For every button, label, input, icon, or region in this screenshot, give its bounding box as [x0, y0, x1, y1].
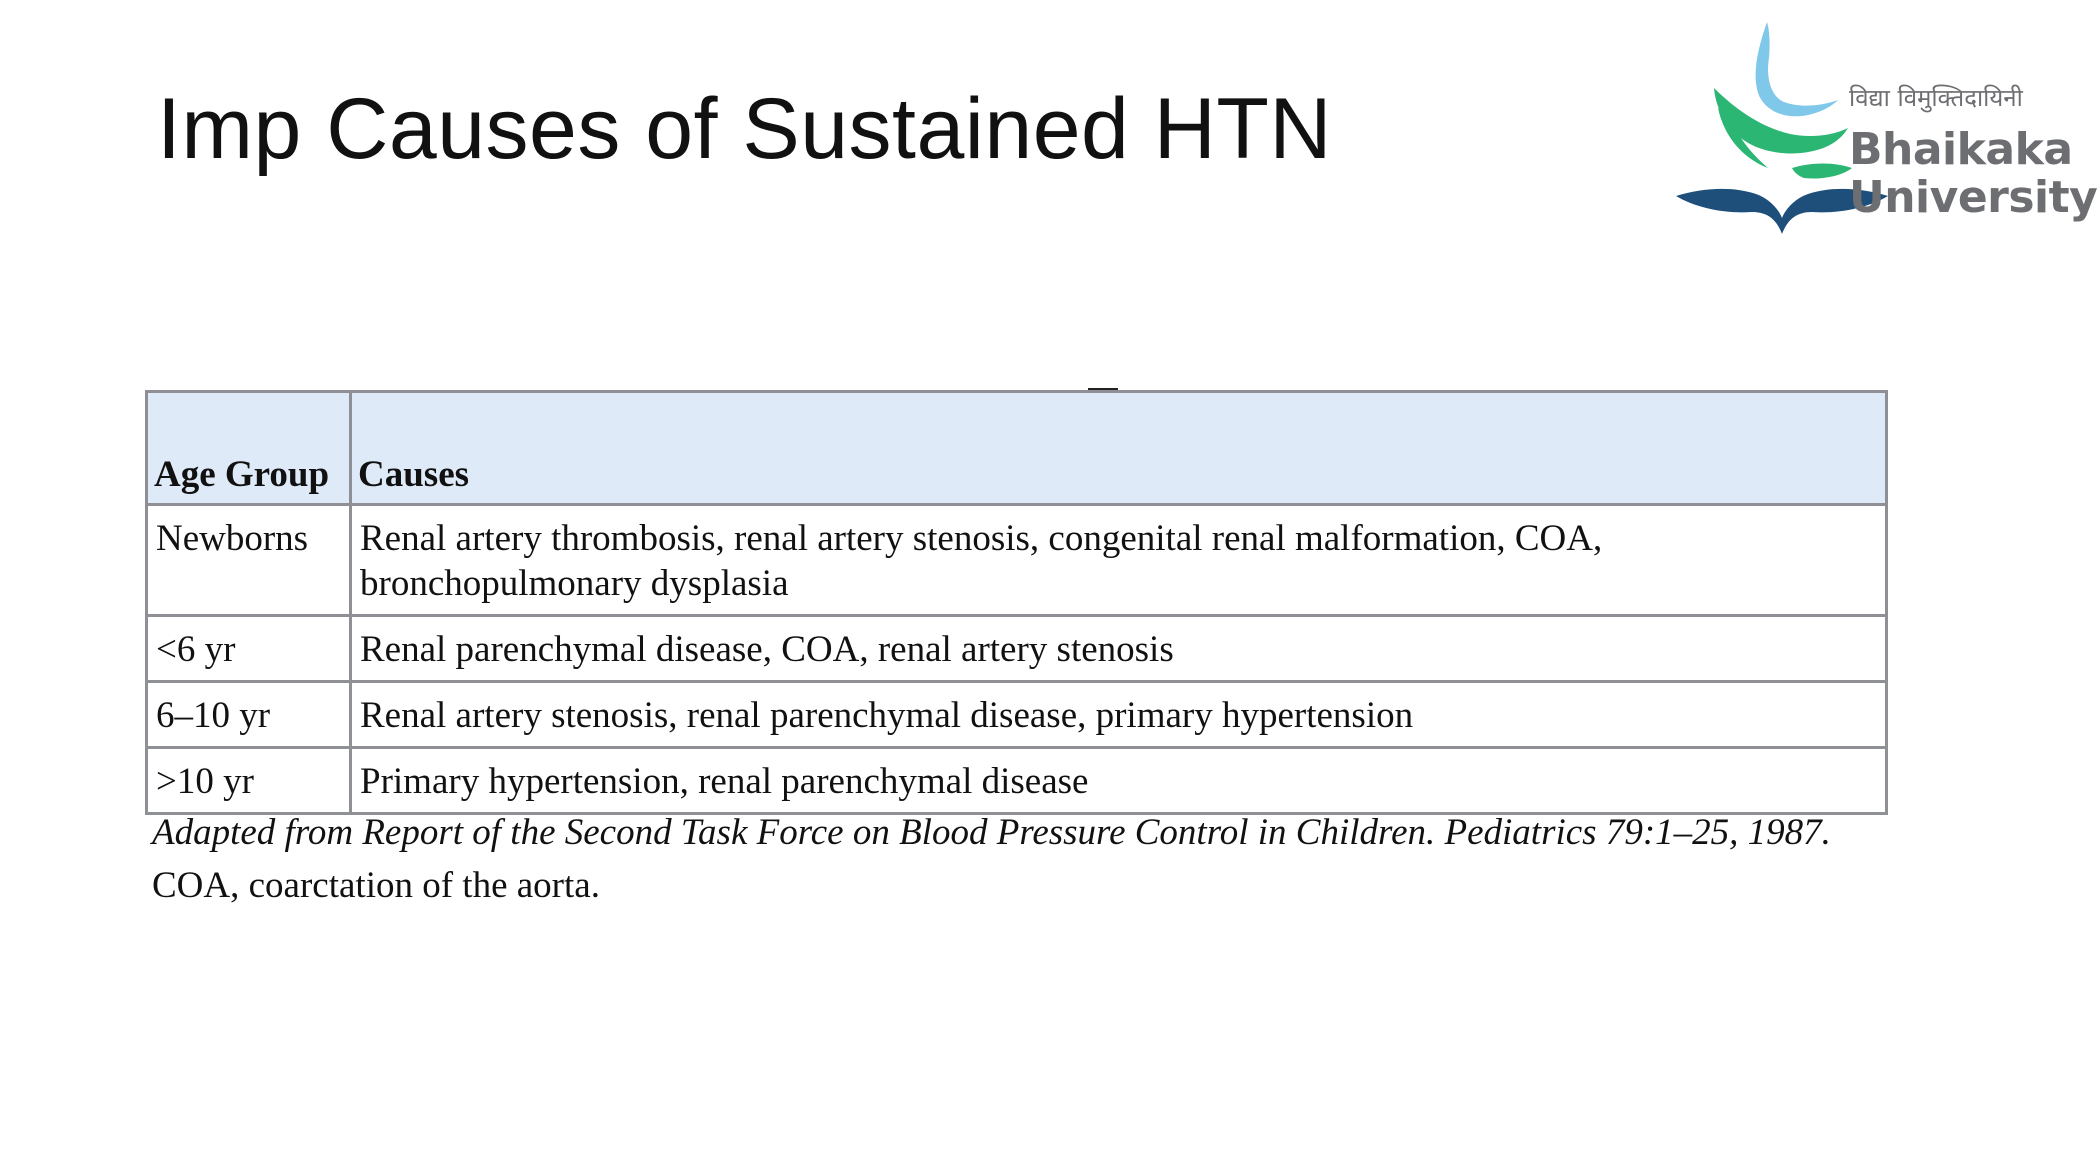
table-row: [147, 505, 1887, 616]
causes-table-container: [145, 390, 1888, 815]
logo-green-wing: [1714, 88, 1848, 153]
logo-green-stroke: [1792, 164, 1852, 179]
table-header-row: [147, 392, 1887, 505]
causes-table: [145, 390, 1888, 815]
cell-causes: Renal parenchymal disease, COA, renal artery stenosis: [351, 616, 1887, 682]
logo-tagline: विद्या विमुक्तिदायिनी: [1849, 84, 2023, 112]
cell-causes: Primary hypertension, renal parenchymal disease: [351, 748, 1887, 814]
cell-causes: Renal artery stenosis, renal parenchymal disease, primary hypertension: [351, 682, 1887, 748]
table-row: [147, 748, 1887, 814]
logo-name-line2: University: [1849, 172, 2097, 223]
cell-age-group: >10 yr: [147, 748, 351, 814]
cell-age-group: <6 yr: [147, 616, 351, 682]
table-row: [147, 682, 1887, 748]
cropped-text-fragment: [1088, 376, 1118, 391]
footnote-source: Adapted from Report of the Second Task Force on Blood Pressure Control in Children. Pediatrics 79:1–25, 1987.: [152, 812, 1831, 853]
header-causes: Causes: [351, 392, 1887, 505]
logo-light-blue-leaf: [1756, 22, 1838, 116]
table-footnote: [152, 810, 1892, 908]
table-row: [147, 616, 1887, 682]
cell-age-group: Newborns: [147, 505, 351, 616]
logo-text: [1849, 84, 2097, 222]
header-age-group: Age Group: [147, 392, 351, 505]
cell-causes: Renal artery thrombosis, renal artery stenosis, congenital renal malformation, COA, bronchopulmonary dysplasia: [351, 505, 1887, 616]
logo-name-line1: Bhaikaka: [1849, 124, 2073, 175]
footnote-abbreviation: COA, coarctation of the aorta.: [152, 865, 600, 906]
cell-age-group: 6–10 yr: [147, 682, 351, 748]
slide-title: Imp Causes of Sustained HTN: [157, 81, 1333, 177]
